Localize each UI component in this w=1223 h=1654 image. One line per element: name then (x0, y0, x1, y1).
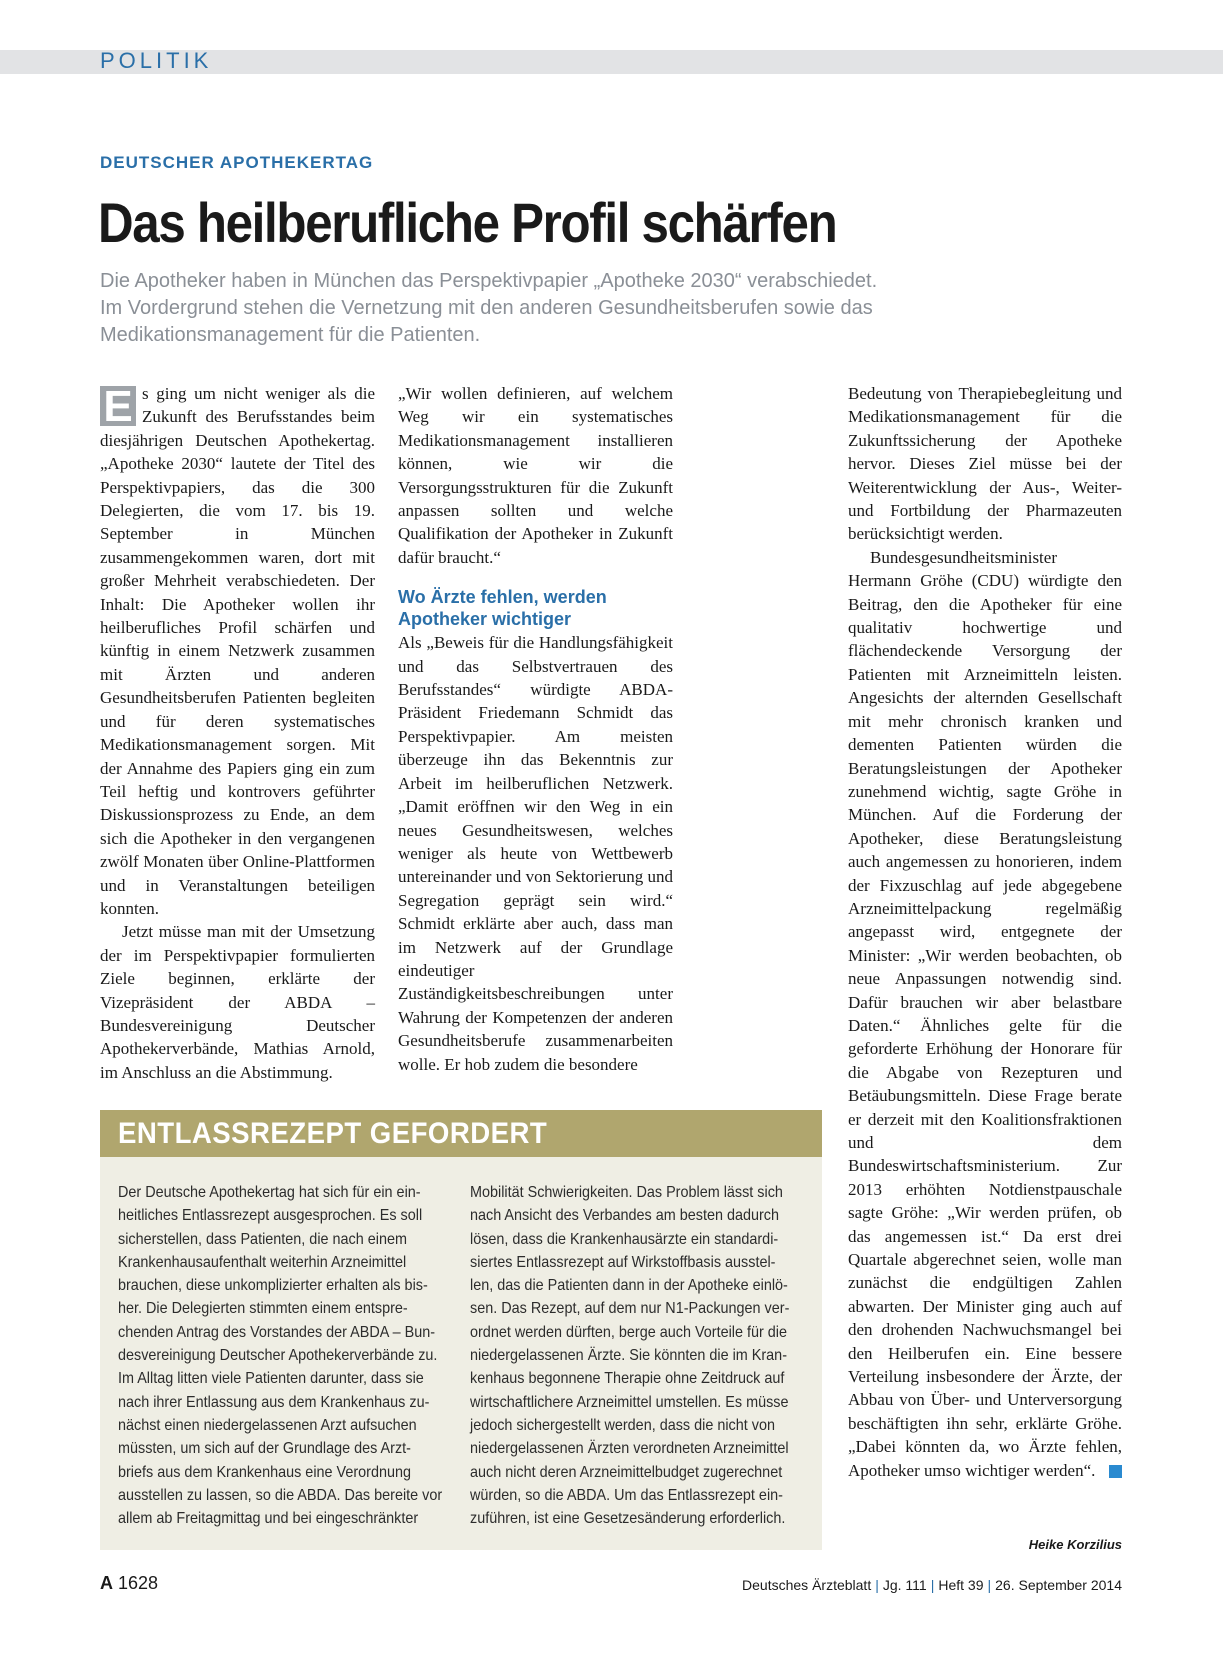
journal-footer (742, 1577, 1122, 1593)
box-line: Krankenhausaufenthalt weiterhin Arzneimittel (118, 1253, 407, 1271)
box-line: allem ab Freitagmittag und bei eingeschränkter (118, 1510, 419, 1528)
box-line: nach ihrer Entlassung aus dem Krankenhaus zu- (118, 1393, 430, 1411)
footer-separator: | (930, 1577, 935, 1593)
drop-cap: E (100, 386, 136, 426)
article-kicker: DEUTSCHER APOTHEKERTAG (100, 153, 374, 172)
article-column-3 (848, 382, 1122, 1482)
box-line: sicherstellen, dass Patienten, die nach einem (118, 1230, 407, 1248)
box-line: briefs aus dem Krankenhaus eine Verordnung (118, 1463, 411, 1481)
box-line: niedergelassenen Ärzten verordneten Arzneimittel (470, 1440, 789, 1458)
box-line: brauchen, diese unkomplizierter erhalten als bis- (118, 1277, 428, 1295)
article-paragraph: „Wir wollen definieren, auf welchem Weg wir ein systematisches Medikationsmanagement installieren können, wie wir die Versorgungsstrukturen für die Zukunft anpassen sollten und welche Qualifikation der Apotheker in Zukunft dafür braucht.“ (398, 384, 673, 567)
info-box-column-1 (118, 1181, 448, 1530)
box-line: müssten, um sich auf der Grundlage des Arzt- (118, 1440, 411, 1458)
box-line: her. Die Delegierten stimmten einem entspre- (118, 1300, 408, 1318)
journal-volume: Jg. 111 (882, 1577, 927, 1593)
article-paragraph: Als „Beweis für die Handlungsfähigkeit und das Selbstvertrauen des Berufsstandes“ würdigte ABDA-Präsident Friedemann Schmidt das Perspektivpapier. Am meisten überzeuge ihn das Bekenntnis zur Arbeit im heilberuflichen Netzwerk. „Damit eröffnen wir den Weg in ein neues Gesundheitswesen, welches weniger als heute von Wettbewerb untereinander und von Sektorierung und Segregation geprägt sein wird.“ Schmidt erklärte aber auch, dass man im Netzwerk auf der Grundlage eindeutiger Zuständigkeitsbeschreibungen unter Wahrung der Kompetenzen der anderen Gesundheitsberufe zusammenarbeiten wolle. Er hob zudem die besondere (398, 633, 673, 1074)
box-line: lösen, dass die Krankenhausärzte ein standardi- (470, 1230, 779, 1248)
journal-name: Deutsches Ärzteblatt (742, 1577, 872, 1593)
article-column-1 (100, 382, 375, 1084)
box-line: siertes Entlassrezept auf Wirkstoffbasis ausstel- (470, 1253, 776, 1271)
page-number (100, 1573, 158, 1594)
box-line: niedergelassenen Ärzte. Sie könnten die im Kran- (470, 1347, 787, 1365)
box-line: desvereinigung Deutscher Apothekerverbände zu. (118, 1347, 438, 1365)
journal-issue: Heft 39 (938, 1577, 984, 1593)
box-line: wirtschaftlichere Arzneimittel umstellen. Es müsse (470, 1393, 789, 1411)
article-subhead: Wo Ärzte fehlen, werden Apotheker wichtiger (398, 587, 607, 630)
paragraph-text: Bundesgesundheitsminister Hermann Gröhe (CDU) würdigte den Beitrag, den die Apotheker für eine qualitativ hochwertige und flächendeckende Versorgung der Patienten mit Arzneimitteln leisten. Angesichts der alternden Gesellschaft mit mehr chronisch kranken und dementen Patienten würden die Beratungsleistungen der Apotheker zunehmend wichtig, sagte Gröhe in München. Auf die Forderung der Apotheker, diese Beratungsleistung auch angemessen zu honorieren, indem der Fixzuschlag auf jede abgegebene Arzneimittelpackung regelmäßig angepasst wird, entgegnete der Minister: „Wir werden beobachten, ob neue Anpassungen notwendig sind. Dafür brauchen wir aber belastbare Daten.“ Ähnliches gelte für die geforderte Erhöhung der Honorare für die Abgabe von Rezepturen und Betäubungsmitteln. Diese Frage berate er derzeit mit den Koalitionsfraktionen und dem Bundeswirtschaftsministerium. Zur 2013 erhöhten Notdienstpauschale sagte Gröhe: „Wir werden prüfen, ob das angemessen ist.“ Da erst drei Quartale abgerechnet seien, wolle man zunächst die endgültigen Zahlen abwarten. Der Minister ging auch auf den drohenden Nachwuchsmangel bei den Heilberufen ein. Eine bessere Verteilung insbesondere der Ärzte, der Abbau von Über- und Unterversorgung beschäftigten ihn sehr, erklärte Gröhe. „Dabei könnten da, wo Ärzte fehlen, Apotheker umso wichtiger werden“. (848, 547, 1122, 1480)
box-line: sen. Das Rezept, auf dem nur N1-Packungen ver- (470, 1300, 790, 1318)
box-line: ordnet werden dürften, berge auch Vorteile für die (470, 1323, 788, 1341)
box-line: jedoch sichergestellt werden, dass die nicht von (470, 1416, 775, 1434)
end-mark-icon (1109, 1465, 1122, 1478)
box-line: heitliches Entlassrezept ausgesprochen. Es soll (118, 1207, 423, 1225)
box-line: Im Alltag litten viele Patienten darunter, dass sie (118, 1370, 424, 1388)
footer-separator: | (987, 1577, 992, 1593)
box-line: ausstellen zu lassen, so die ABDA. Das bereite vor (118, 1486, 443, 1504)
box-line: len, das die Patienten dann in der Apotheke einlö- (470, 1277, 788, 1295)
article-column-2 (398, 382, 673, 1076)
footer-separator: | (875, 1577, 879, 1593)
article-lead (100, 268, 1050, 349)
info-box-title: ENTLASSREZEPT GEFORDERT (118, 1117, 548, 1150)
paragraph-text: s ging um nicht weniger als die Zukunft des Berufsstandes beim diesjährigen Deutschen Apothekertag. „Apotheke 2030“ lautete der Titel des Perspektivpapiers, das die 300 Delegierten, die vom 17. bis 19. September in München zusammengekommen waren, dort mit großer Mehrheit verabschiedeten. Der Inhalt: Die Apotheker wollen ihr heilberufliches Profil schärfen und künftig in einem Netzwerk zusammen mit Ärzten und anderen Gesundheitsberufen Patienten begleiten und für deren systematisches Medikationsmanagement sorgen. Mit der Annahme des Papiers ging ein zum Teil heftig und kontrovers geführter Diskussionsprozess zu Ende, an dem sich die Apotheker in den vergangenen zwölf Monaten über Online-Plattformen und in Veranstaltungen beteiligen konnten. (100, 384, 375, 918)
box-line: nach Ansicht des Verbandes am besten dadurch (470, 1207, 780, 1225)
box-line: kenhaus begonnene Therapie ohne Zeitdruck auf (470, 1370, 785, 1388)
info-box-column-2 (470, 1181, 800, 1530)
box-line: Mobilität Schwierigkeiten. Das Problem lässt sich (470, 1184, 783, 1201)
article-paragraph: Jetzt müsse man mit der Umsetzung der im Perspektivpapier formulierten Ziele beginnen, erklärte der Vizepräsident der ABDA – Bundesvereinigung Deutscher Apothekerverbände, Mathias Arnold, im Anschluss an die Abstimmung. (100, 922, 375, 1082)
lead-line: Im Vordergrund stehen die Vernetzung mit den anderen Gesundheitsberufen sowie das (100, 297, 873, 319)
box-line: nächst einen niedergelassenen Arzt aufsuchen (118, 1416, 417, 1434)
info-box-header (100, 1110, 822, 1157)
article-headline: Das heilberufliche Profil schärfen (98, 191, 837, 254)
page-number-value: 1628 (118, 1573, 159, 1593)
box-line: chenden Antrag des Vorstandes der ABDA – Bun- (118, 1323, 436, 1341)
box-line: Der Deutsche Apothekertag hat sich für ein ein- (118, 1184, 421, 1201)
box-line: zuführen, ist eine Gesetzesänderung erforderlich. (470, 1510, 786, 1528)
article-paragraph (848, 546, 1122, 1482)
lead-line: Die Apotheker haben in München das Perspektivpapier „Apotheke 2030“ verabschiedet. (100, 270, 878, 292)
box-line: auch nicht deren Arzneimittelbudget zugerechnet (470, 1463, 783, 1481)
section-rubric: POLITIK (100, 48, 213, 73)
article-author: Heike Korzilius (1028, 1537, 1122, 1552)
journal-date: 26. September 2014 (995, 1577, 1122, 1593)
page-prefix: A (100, 1573, 113, 1593)
article-paragraph: Bedeutung von Therapiebegleitung und Medikationsmanagement für die Zukunftssicherung der Apotheke hervor. Dieses Ziel müsse bei der Weiterentwicklung der Aus-, Weiter- und Fortbildung der Pharmazeuten berücksichtigt werden. (848, 384, 1122, 544)
lead-line: Medikationsmanagement für die Patienten. (100, 324, 481, 346)
box-line: würden, so die ABDA. Um das Entlassrezept ein- (470, 1486, 783, 1504)
info-box (100, 1110, 822, 1550)
article-paragraph (100, 382, 375, 920)
